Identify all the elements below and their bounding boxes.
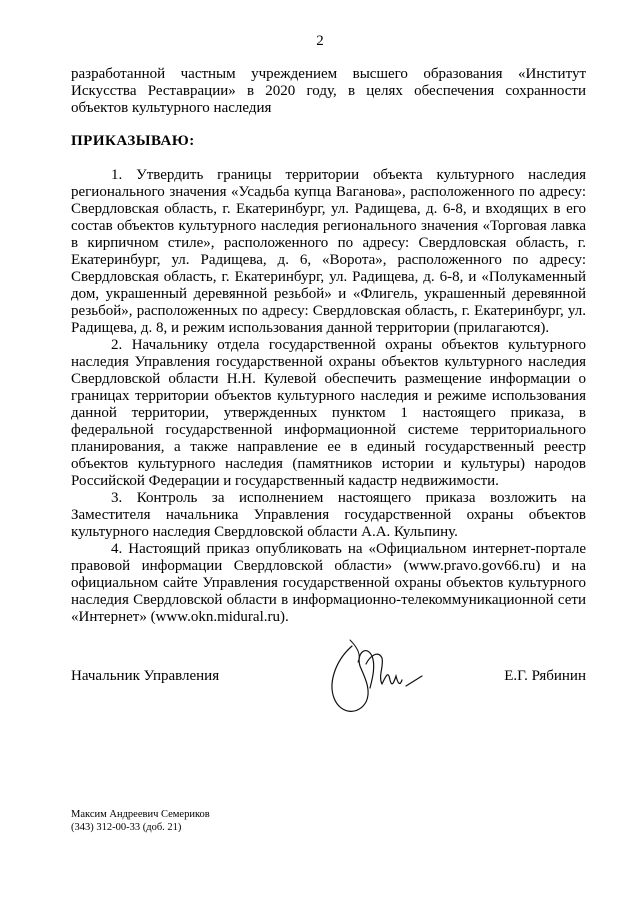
executor-name: Максим Андреевич Семериков (71, 809, 210, 820)
order-item-3: 3. Контроль за исполнением настоящего приказа возложить на Заместителя начальника Управления государственной охраны объектов культурного наследия Свердловской области А.А. Кульпину. (71, 490, 586, 540)
order-heading: ПРИКАЗЫВАЮ: (71, 133, 195, 149)
order-items (71, 167, 586, 626)
signer-title: Начальник Управления (71, 668, 220, 684)
handwritten-signature (322, 636, 462, 722)
order-item-2: 2. Начальнику отдела государственной охраны объектов культурного наследия Управления государственной охраны объектов культурного наследия Свердловской области Н.Н. Кулевой обеспечить размещение информации о границах территории объектов культурного наследия и режиме использования данной территории, утвержденных пунктом 1 настоящего приказа, в федеральной государственной информационной системе территориального планирования, а также направление ее в единый государственный реестр объектов культурного наследия (памятников истории и культуры) народов Российской Федерации и государственный кадастр недвижимости. (71, 337, 586, 489)
signer-name: Е.Г. Рябинин (504, 668, 586, 684)
intro-paragraph: разработанной частным учреждением высшего образования «Институт Искусства Реставрации» в 2020 году, в целях обеспечения сохранности объектов культурного наследия (71, 66, 586, 116)
executor-info (71, 808, 210, 834)
order-item-4: 4. Настоящий приказ опубликовать на «Официальном интернет-портале правовой информации Свердловской области» (www.pravo.gov66.ru) и на официальном сайте Управления государственной охраны объектов культурного наследия Свердловской области в информационно-телекоммуникационной сети «Интернет» (www.okn.midural.ru). (71, 541, 586, 625)
executor-phone: (343) 312-00-33 (доб. 21) (71, 822, 182, 833)
page-number: 2 (316, 33, 324, 49)
order-item-1: 1. Утвердить границы территории объекта культурного наследия регионального значения «Усадьба купца Ваганова», расположенного по адресу: Свердловская область, г. Екатеринбург, ул. Радищева, д. 6-8, и входящих в его состав объектов культурного наследия регионального значения «Торговая лавка в кирпичном стиле», расположенного по адресу: Свердловская область, г. Екатеринбург, ул. Радищева, д. 6, «Ворота», расположенного по адресу: Свердловская область, г. Екатеринбург, ул. Радищева, д. 6-8, и «Полукаменный дом, украшенный деревянной резьбой» и «Флигель, украшенный деревянной резьбой», расположенных по адресу: Свердловская область, г. Екатеринбург, ул. Радищева, д. 8, и режим использования данной территории (прилагаются). (71, 167, 586, 336)
